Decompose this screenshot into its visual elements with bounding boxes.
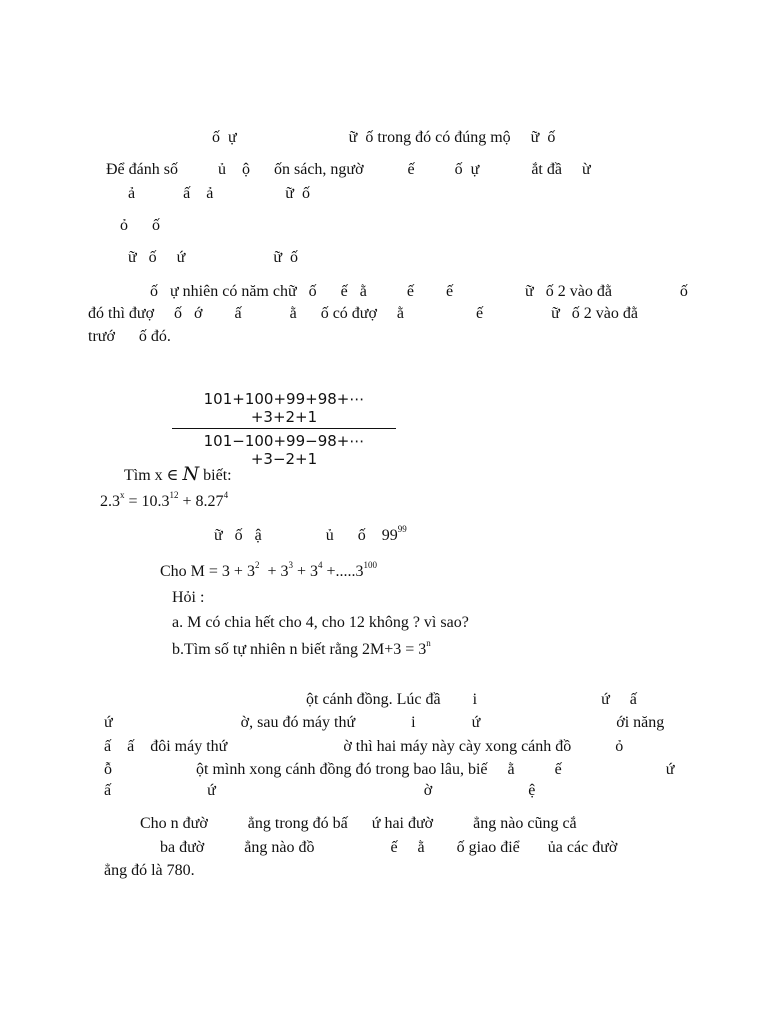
problem-8-text: ữ ố ậ ủ ố 99 <box>214 527 398 544</box>
problem-5-line-2: đó thì đượ ố ớ ấ ằ ố có đượ ằ ế ữ ố 2 vào đằ <box>88 305 638 322</box>
problem-1-line: ố ự ữ ố trong đó có đúng mộ ữ ố <box>212 129 556 146</box>
exponent: 4 <box>318 560 323 570</box>
problem-7-suffix: biết: <box>199 467 232 484</box>
natural-numbers-symbol: N <box>182 463 200 485</box>
problem-7-text: Tìm x ∈ <box>124 467 183 484</box>
problem-5-line-3: trướ ố đó. <box>88 328 171 345</box>
problem-9-definition <box>160 562 377 582</box>
problem-3-line: ỏ ố <box>120 217 160 234</box>
exponent: 100 <box>363 560 378 570</box>
problem-9-part-a: a. M có chia hết cho 4, cho 12 không ? vì sao? <box>172 614 469 631</box>
exponent: 12 <box>169 490 179 500</box>
equation-part: +.....3 <box>322 563 364 580</box>
problem-5-line-1: ố ự nhiên có năm chữ ố ế ằ ế ế ữ ố 2 vào đằ ố <box>150 283 688 300</box>
problem-10-line-3: ấ ấ đôi máy thứ ờ thì hai máy này cày xong cánh đồ ỏ <box>104 738 624 755</box>
exponent: 3 <box>288 560 293 570</box>
problem-9-question-label: Hỏi : <box>172 589 205 606</box>
fraction-numerator: 101+100+99+98+⋯+3+2+1 <box>172 390 396 429</box>
problem-10-line-2: ứ ờ, sau đó máy thứ i ứ ới năng <box>104 714 665 731</box>
exponent: 4 <box>223 490 229 500</box>
problem-2-line-1: Để đánh số ủ ộ ốn sách, ngườ ế ố ự ắt đầ ừ <box>106 161 591 178</box>
equation-part: Cho M = 3 + 3 <box>160 563 255 580</box>
exponent: 99 <box>397 524 407 534</box>
problem-4-line: ữ ố ứ ữ ố <box>128 249 299 266</box>
equation-part: + 3 <box>292 563 319 580</box>
problem-11-line-1: Cho n đườ ẳng trong đó bấ ứ hai đườ ẳng nào cũng cắ <box>140 815 577 832</box>
fraction-expression <box>172 390 396 468</box>
problem-7-heading <box>124 464 232 486</box>
problem-8-line <box>214 526 407 546</box>
problem-11-line-3: ẳng đó là 780. <box>104 862 195 879</box>
problem-10-line-4: ỗ ột mình xong cánh đồng đó trong bao lâu, biế ằ ế ứ <box>104 761 675 778</box>
problem-10-line-1: ột cánh đồng. Lúc đầ i ứ ấ <box>306 691 637 708</box>
equation-part: 2.3 <box>100 493 120 510</box>
equation-part: + 3 <box>259 563 289 580</box>
equation-part: = 10.3 <box>124 493 170 510</box>
part-b-text: b.Tìm số tự nhiên n biết rằng 2M+3 = 3 <box>172 641 427 658</box>
exponent: x <box>120 490 125 500</box>
problem-10-line-5: ấ ứ ờ ệ <box>104 782 536 799</box>
exponent: 2 <box>254 560 260 570</box>
problem-2-line-2: ả ấ ả ữ ố <box>128 185 310 202</box>
problem-9-part-b <box>172 640 431 660</box>
equation-part: + 8.27 <box>178 493 224 510</box>
exponent: n <box>426 638 431 648</box>
problem-11-line-2: ba đườ ẳng nào đồ ế ằ ố giao điể ủa các đườ <box>160 839 618 856</box>
fraction-denominator: 101−100+99−98+⋯+3−2+1 <box>203 432 365 468</box>
problem-7-equation <box>100 492 228 512</box>
